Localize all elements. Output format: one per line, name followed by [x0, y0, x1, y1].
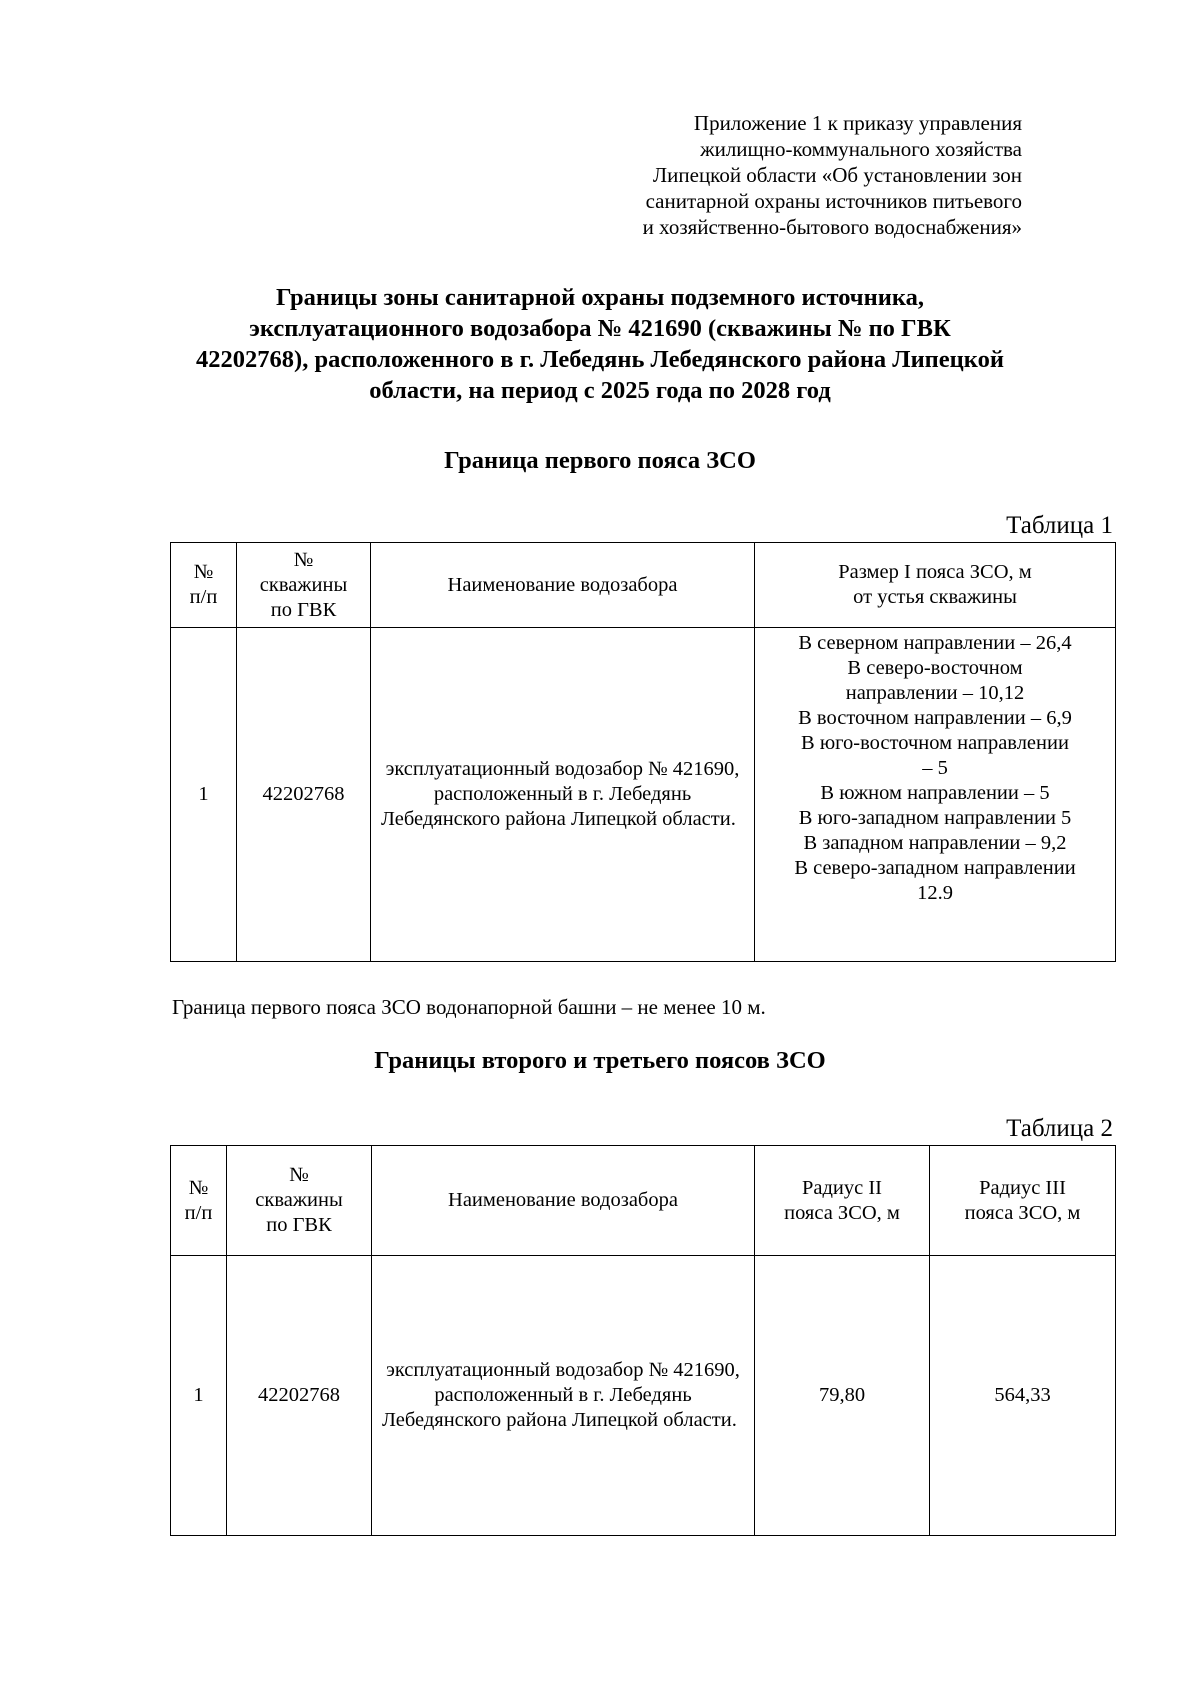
- appendix-line: жилищно-коммунального хозяйства: [700, 137, 1022, 161]
- title-line: 42202768), расположенного в г. Лебедянь Лебедянского района Липецкой: [196, 346, 1004, 373]
- cell-size: В северном направлении – 26,4 В северо-восточном направлении – 10,12 В восточном направлении – 6,9 В юго-восточном направлении – 5 В южном направлении – 5 В юго-западном направлении 5 В западном направлении – 9,2 В северо-западном направлении 12.9: [755, 628, 1116, 962]
- table1-caption: Таблица 1: [1006, 512, 1113, 539]
- header-name: Наименование водозабора: [371, 543, 755, 628]
- cell-radius-3: 564,33: [930, 1256, 1116, 1536]
- tower-note: Граница первого пояса ЗСО водонапорной башни – не менее 10 м.: [172, 995, 766, 1019]
- table-header-row: [171, 1146, 1116, 1256]
- section2-heading: Границы второго и третьего поясов ЗСО: [374, 1047, 826, 1074]
- header-well: № скважины по ГВК: [227, 1146, 372, 1256]
- cell-well: 42202768: [237, 628, 371, 962]
- title-line: Границы зоны санитарной охраны подземного источника,: [276, 284, 924, 311]
- header-name: Наименование водозабора: [372, 1146, 755, 1256]
- section1-heading: Граница первого пояса ЗСО: [444, 447, 756, 474]
- cell-well: 42202768: [227, 1256, 372, 1536]
- table-row: [171, 628, 1116, 962]
- title-line: эксплуатационного водозабора № 421690 (скважины № по ГВК: [249, 315, 951, 342]
- table-header-row: [171, 543, 1116, 628]
- cell-name: эксплуатационный водозабор № 421690, расположенный в г. Лебедянь Лебедянского района Липецкой области.: [372, 1256, 755, 1536]
- title-line: области, на период с 2025 года по 2028 год: [369, 377, 831, 404]
- header-well: № скважины по ГВК: [237, 543, 371, 628]
- header-radius-3: Радиус III пояса ЗСО, м: [930, 1146, 1116, 1256]
- table-first-zone: [170, 542, 1116, 962]
- header-size: Размер I пояса ЗСО, м от устья скважины: [755, 543, 1116, 628]
- cell-num: 1: [171, 1256, 227, 1536]
- appendix-reference: [560, 110, 1022, 240]
- table-second-third-zones: [170, 1145, 1116, 1536]
- header-num: № п/п: [171, 1146, 227, 1256]
- appendix-line: санитарной охраны источников питьевого: [645, 189, 1022, 213]
- table2-caption: Таблица 2: [1006, 1115, 1113, 1142]
- document-title: [150, 282, 1050, 406]
- cell-radius-2: 79,80: [755, 1256, 930, 1536]
- table-row: [171, 1256, 1116, 1536]
- header-radius-2: Радиус II пояса ЗСО, м: [755, 1146, 930, 1256]
- cell-num: 1: [171, 628, 237, 962]
- cell-name: эксплуатационный водозабор № 421690, расположенный в г. Лебедянь Лебедянского района Липецкой области.: [371, 628, 755, 962]
- appendix-line: и хозяйственно-бытового водоснабжения»: [642, 215, 1022, 239]
- appendix-line: Приложение 1 к приказу управления: [693, 111, 1022, 135]
- header-num: № п/п: [171, 543, 237, 628]
- appendix-line: Липецкой области «Об установлении зон: [652, 163, 1022, 187]
